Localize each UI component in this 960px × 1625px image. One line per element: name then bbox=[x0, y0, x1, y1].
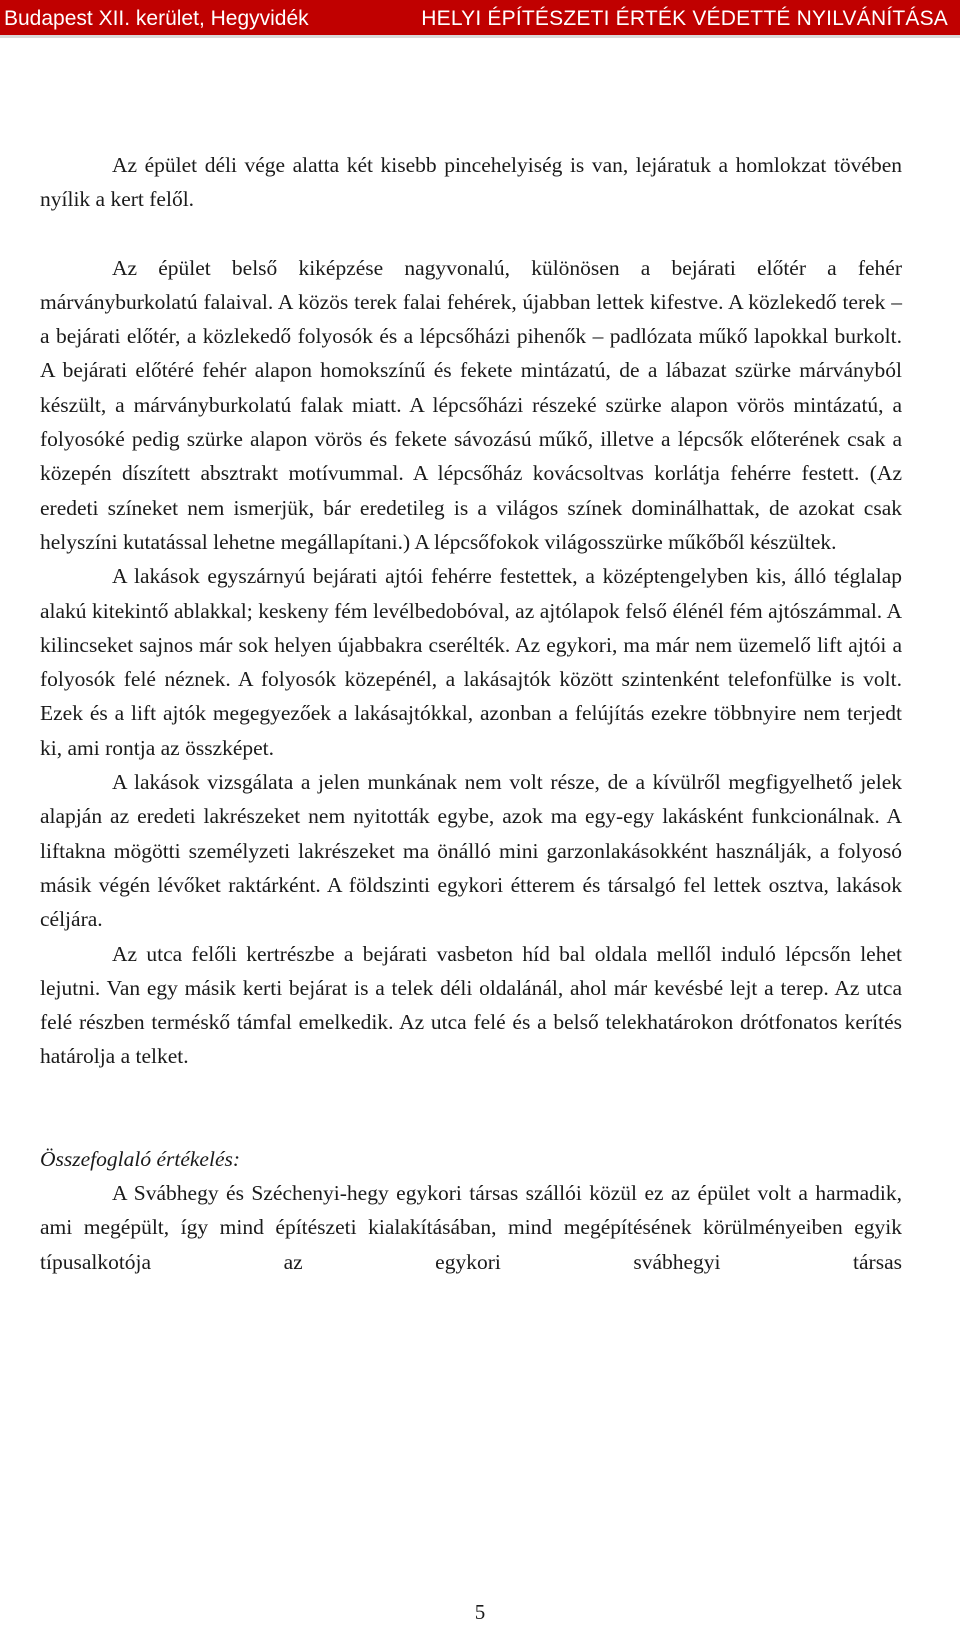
page-number: 5 bbox=[474, 1600, 486, 1624]
paragraph: A lakások egyszárnyú bejárati ajtói fehérre festettek, a középtengelyben kis, álló téglalap alakú kitekintő ablakkal; keskeny fém levélbedobóval, az ajtólapok felső élénél fém ajtószámmal. A kilincseket sajnos már sok helyen újabbakra cserélték. Az egykori, ma már nem üzemelő lift ajtói a folyosók felé néznek. A folyosók közepénél, a lakásajtók között szintenként telefonfülke is volt. Ezek és a lift ajtók megegyezőek a lakásajtókkal, azonban a felújítás ezekre többnyire nem terjedt ki, ami rontja az összképet. bbox=[40, 564, 902, 760]
document-body bbox=[40, 148, 902, 1279]
document-header bbox=[0, 0, 960, 38]
header-location: Budapest XII. kerület, Hegyvidék bbox=[4, 7, 309, 30]
paragraph: A lakások vizsgálata a jelen munkának nem volt része, de a kívülről megfigyelhető jelek alapján az eredeti lakrészeket nem nyitották egybe, azok ma egy-egy lakásként funkcionálnak. A liftakna mögötti személyzeti lakrészeket ma önálló mini garzonlakásokként használják, a folyosó másik végén lévőket raktárként. A földszinti egykori étterem és társalgó fel lettek osztva, lakások céljára. bbox=[40, 770, 902, 932]
summary-paragraph: A Svábhegy és Széchenyi-hegy egykori társas szállói közül ez az épület volt a harmadik, ami megépült, így mind építészeti kialakításában, mind megépítésének körülményeiben egyik típusalkotója az egykori svábhegyi társas bbox=[40, 1181, 902, 1274]
paragraph: Az épület belső kiképzése nagyvonalú, különösen a bejárati előtér a fehér márványburkolatú falaival. A közös terek falai fehérek, újabban lettek kifestve. A közlekedő terek – a bejárati előtér, a közlekedő folyosók és a lépcsőházi pihenők – padlózata műkő lapokkal burkolt. A bejárati előtéré fehér alapon homokszínű és fekete mintázatú, de a lábazat szürke márványból készült, a márványburkolatú falak miatt. A lépcsőházi részeké szürke alapon vörös mintázatú, a folyosóké pedig szürke alapon vörös és fekete sávozású műkő, illetve a lépcsők előterének csak a közepén díszített absztrakt motívummal. A lépcsőház kovácsoltvas korlátja fehérre festett. (Az eredeti színeket nem ismerjük, bár eredetileg is a világos színek dominálhattak, de azokat csak helyszíni kutatással lehetne megállapítani.) A lépcsőfokok világosszürke műkőből készültek. bbox=[40, 255, 902, 554]
paragraph: Az utca felőli kertrészbe a bejárati vasbeton híd bal oldala mellől induló lépcsőn lehet lejutni. Van egy másik kerti bejárat is a telek déli oldalánál, ahol már kevésbé lejt a terep. Az utca felé részben terméskő támfal emelkedik. Az utca felé és a belső telekhatárokon drótfonatos kerítés határolja a telket. bbox=[40, 941, 902, 1069]
paragraph: Az épület déli vége alatta két kisebb pincehelyiség is van, lejáratuk a homlokzat tövében nyílik a kert felől. bbox=[40, 153, 902, 212]
header-title: HELYI ÉPÍTÉSZETI ÉRTÉK VÉDETTÉ NYILVÁNÍTÁSA bbox=[421, 7, 948, 30]
summary-heading: Összefoglaló értékelés: bbox=[40, 1146, 241, 1171]
